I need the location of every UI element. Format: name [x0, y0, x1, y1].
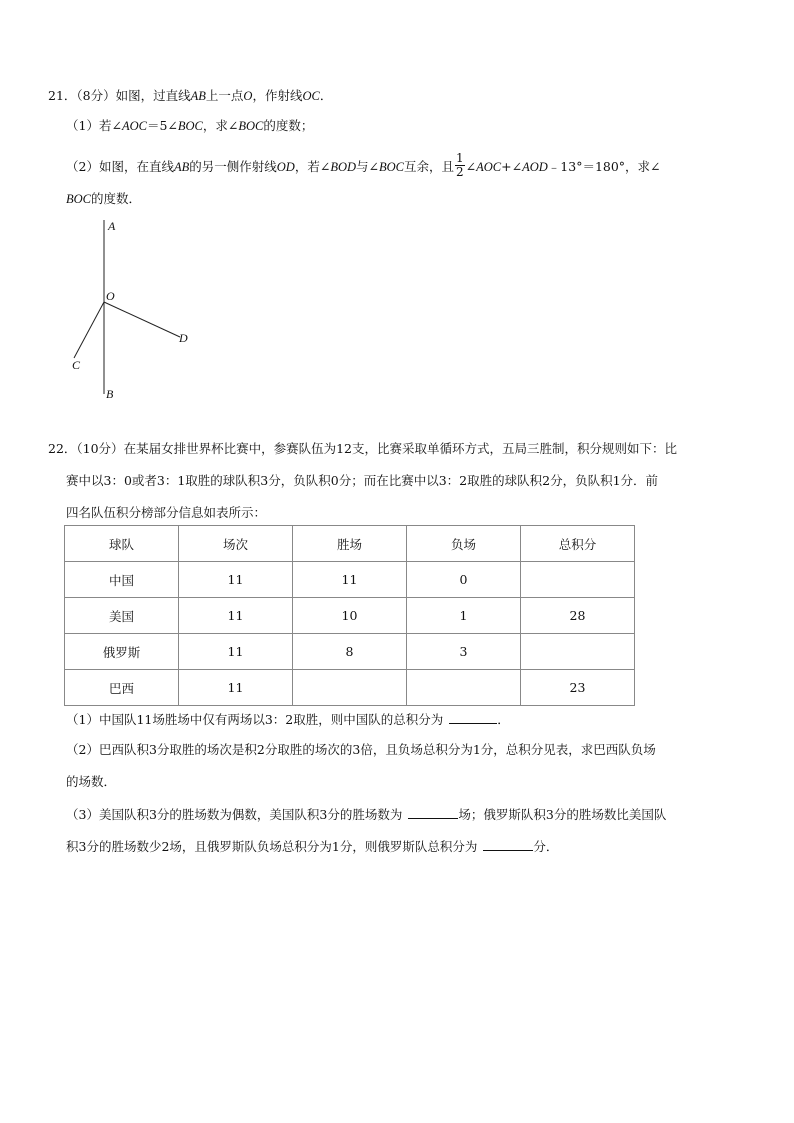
- table-cell: 11: [179, 562, 293, 598]
- q21-p2-text: 如图，在直线: [98, 159, 174, 174]
- ray-od: [104, 302, 180, 337]
- table-cell: 美国: [65, 598, 179, 634]
- q22-p3-text: 积3分的胜场数少2场，且俄罗斯队负场总积分为1分，则俄罗斯队总积分为: [66, 839, 478, 854]
- table-header-row: [65, 526, 635, 562]
- table-header-cell: 胜场: [293, 526, 407, 562]
- q22-p3-text: 场；俄罗斯队积3分的胜场数比美国队: [458, 807, 667, 822]
- answer-blank[interactable]: [408, 806, 458, 819]
- q22-stem-line3: 四名队伍积分榜部分信息如表所示：: [66, 505, 267, 520]
- var-ab: AB: [173, 160, 190, 174]
- q21-stem-text: ．: [319, 88, 333, 103]
- table-header-cell: 球队: [65, 526, 179, 562]
- q21-score: （8分）: [76, 88, 116, 103]
- table-cell: [407, 670, 521, 706]
- label-b: B: [106, 387, 114, 401]
- table-cell: 11: [179, 598, 293, 634]
- q21-p2-text: 的另一侧作射线: [189, 159, 277, 174]
- q21-p2-text: ，若∠: [294, 159, 331, 174]
- table-row: [65, 634, 635, 670]
- table-cell: 10: [293, 598, 407, 634]
- q21-stem-text: 上一点: [205, 88, 244, 103]
- q21-p2-text: ∠: [465, 159, 477, 174]
- table-row: [65, 562, 635, 598]
- table-header-cell: 场次: [179, 526, 293, 562]
- q21-stem-text: 如图，过直线: [115, 88, 191, 103]
- q21-number: 21．: [48, 88, 77, 103]
- table-cell: 28: [521, 598, 635, 634]
- q22-stem-line2: 赛中以3：0或者3：1取胜的球队积3分，负队积0分；而在比赛中以3：2取胜的球队积2分，负队积1分．前: [66, 473, 659, 488]
- angle-figure: [60, 214, 210, 404]
- label-c: C: [72, 358, 81, 372]
- q22-part3-line2: [66, 838, 558, 855]
- table-row: [65, 670, 635, 706]
- table-cell: [521, 562, 635, 598]
- var-od: OD: [276, 160, 295, 174]
- q22-part2-line2: 的场数．: [66, 774, 117, 789]
- q21-stem: [48, 88, 332, 104]
- table-cell: [521, 634, 635, 670]
- q22-number: 22．: [48, 441, 77, 456]
- table-cell: 1: [407, 598, 521, 634]
- var-boc: BOC: [66, 192, 91, 206]
- q21-part1: [66, 118, 313, 134]
- q22-part3-line1: [66, 806, 666, 823]
- var-aoc: AOC: [121, 119, 147, 133]
- part-label: （2）: [66, 159, 99, 174]
- ray-oc: [74, 302, 104, 358]
- q22-p3-text: （3）美国队积3分的胜场数为偶数，美国队积3分的胜场数为: [66, 807, 403, 822]
- table-cell: 中国: [65, 562, 179, 598]
- q21-part2: [66, 151, 661, 181]
- var-ab: AB: [190, 89, 206, 103]
- table-cell: 23: [521, 670, 635, 706]
- table-cell: 3: [407, 634, 521, 670]
- q21-p2-text: 互余，且: [404, 159, 455, 174]
- label-d: D: [179, 331, 188, 345]
- table-cell: [293, 670, 407, 706]
- fraction-denominator: 2: [456, 165, 464, 179]
- var-oc: OC: [302, 89, 320, 103]
- answer-blank[interactable]: [483, 838, 533, 851]
- table-header-cell: 负场: [407, 526, 521, 562]
- q22-part2-line1: （2）巴西队积3分取胜的场次是积2分取胜的场次的3倍，且负场总积分为1分，总积分见表，求巴西队负场: [66, 742, 656, 757]
- table-cell: 0: [407, 562, 521, 598]
- q21-p2-text: 与∠: [356, 159, 379, 174]
- table-cell: 11: [179, 670, 293, 706]
- q21-stem-text: ，作射线: [252, 88, 303, 103]
- var-boc: BOC: [379, 160, 404, 174]
- q22-score: （10分）: [76, 441, 124, 456]
- standings-table: [64, 525, 635, 706]
- fraction-one-half: [455, 152, 465, 179]
- var-boc: BOC: [177, 119, 203, 133]
- q21-p1-text: ＝5∠: [146, 118, 178, 133]
- part-label: （1）: [66, 118, 99, 133]
- table-header-cell: 总积分: [521, 526, 635, 562]
- answer-blank[interactable]: [449, 711, 497, 724]
- fraction-numerator: 1: [456, 151, 464, 165]
- q22-stem-text: 在某届女排世界杯比赛中，参赛队伍为12支，比赛采取单循环方式，五局三胜制，积分规则如下：比: [123, 441, 677, 456]
- label-a: A: [108, 219, 116, 233]
- q22-p3-text: 分．: [533, 839, 559, 854]
- var-o: O: [243, 89, 253, 103]
- q21-p2-text: +∠: [501, 159, 523, 174]
- table-cell: 巴西: [65, 670, 179, 706]
- q22-stem-line1: [48, 441, 677, 457]
- var-aoc: AOC: [476, 160, 502, 174]
- q22-p1-text: ．: [497, 712, 510, 727]
- q22-part1: [66, 711, 510, 728]
- var-aod: AOD: [522, 160, 548, 174]
- table-cell: 8: [293, 634, 407, 670]
- var-bod: BOD: [330, 160, 357, 174]
- q21-p1-text: ，求∠: [202, 118, 239, 133]
- q21-p2-text: 的度数．: [91, 191, 142, 206]
- table-cell: 俄罗斯: [65, 634, 179, 670]
- q21-p1-text: 的度数；: [263, 118, 314, 133]
- q21-part2-cont: [66, 191, 141, 207]
- table-cell: 11: [293, 562, 407, 598]
- table-row: [65, 598, 635, 634]
- table-cell: 11: [179, 634, 293, 670]
- var-boc: BOC: [238, 119, 264, 133]
- q21-p2-text: ﹣13°＝180°，求∠: [547, 159, 661, 174]
- q22-p1-text: （1）中国队11场胜场中仅有两场以3：2取胜，则中国队的总积分为: [66, 712, 444, 727]
- label-o: O: [106, 289, 115, 303]
- q21-p1-text: 若∠: [98, 118, 122, 133]
